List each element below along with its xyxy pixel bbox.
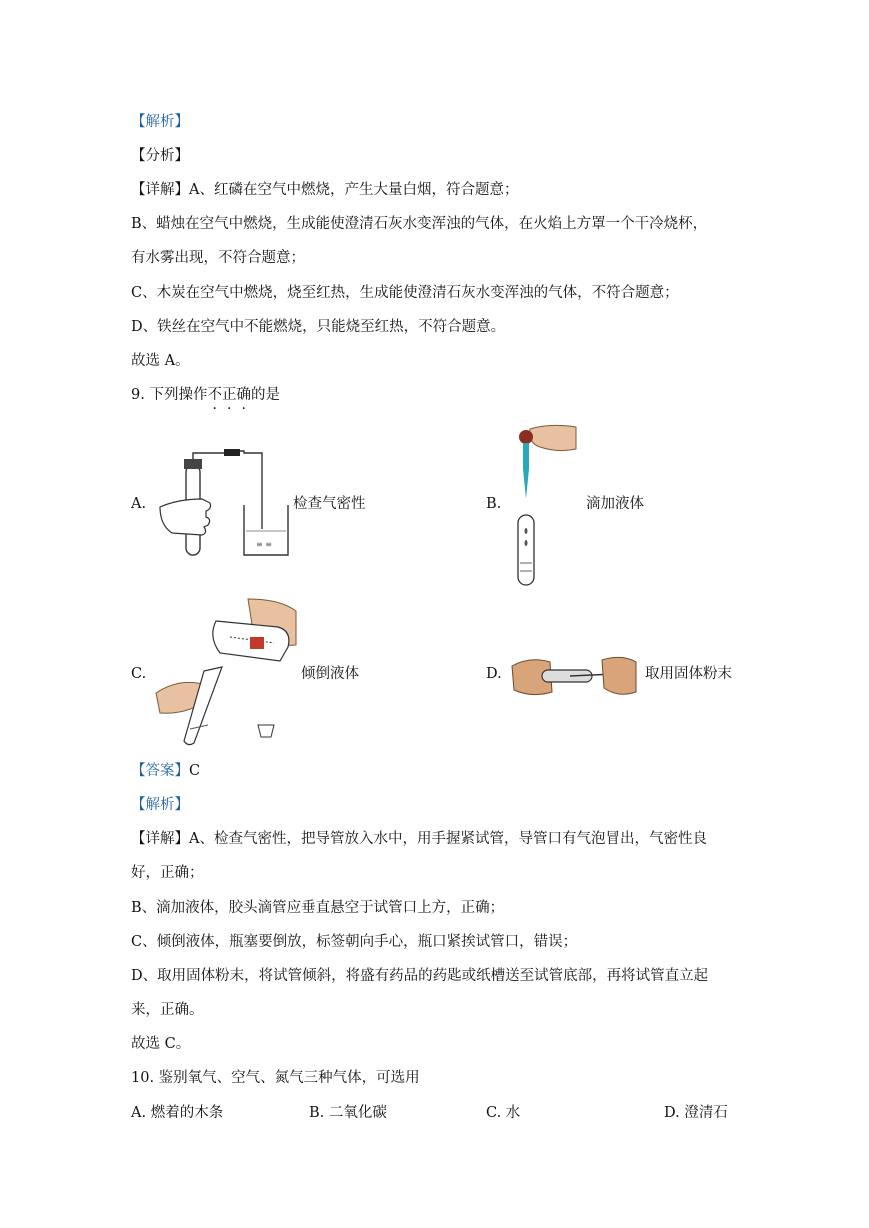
svg-text:≡ ≡: ≡ ≡ (256, 540, 272, 549)
fenxi-heading: 【分析】 (131, 148, 189, 164)
option-c-text: 倾倒液体 (301, 666, 359, 682)
detail-line-3: B、滴加液体，胶头滴管应垂直悬空于试管口上方，正确； (131, 900, 505, 916)
conclusion-line: 故选 A。 (131, 353, 190, 369)
dropping-liquid-illustration (510, 423, 580, 588)
option-d-text: 取用固体粉末 (645, 666, 732, 682)
detail-line-b1: B、蜡烛在空气中燃烧，生成能使澄清石灰水变浑浊的气体，在火焰上方罩一个干冷烧杯， (131, 216, 708, 232)
option-a-label: A. (131, 496, 147, 512)
detail-line-d: D、铁丝在空气中不能燃烧，只能烧至红热，不符合题意。 (131, 319, 506, 335)
answer-tag: 【答案】 (131, 763, 189, 779)
pouring-liquid-illustration (150, 597, 300, 747)
emphasis-char: 不 (207, 387, 222, 403)
stem-suffix: 的是 (250, 387, 280, 403)
emphasis-char: 确 (236, 387, 251, 403)
detail-line-c: C、木炭在空气中燃烧，烧至红热，生成能使澄清石灰水变浑浊的气体，不符合题意； (131, 285, 679, 301)
emphasis-char: 正 (221, 387, 237, 403)
detail-line-a: 【详解】A、红磷在空气中燃烧，产生大量白烟，符合题意； (131, 182, 519, 198)
detail-line-2: 好，正确； (131, 865, 204, 881)
airtightness-check-illustration (154, 447, 304, 559)
option-a-text: 检查气密性 (293, 496, 366, 512)
analysis-heading: 【解析】 (131, 797, 189, 813)
detail-line-6: 来，正确。 (131, 1002, 204, 1018)
stem-prefix: 9. 下列操作 (131, 387, 208, 403)
solid-powder-illustration (510, 652, 640, 702)
option-d-label: D. (486, 666, 502, 682)
question-9-stem (131, 385, 280, 405)
option-b-text: 滴加液体 (586, 496, 644, 512)
detail-line-5: D、取用固体粉末，将试管倾斜，将盛有药品的药匙或纸槽送至试管底部，再将试管直立起 (131, 968, 709, 984)
q10-option-a: A. 燃着的木条 (131, 1105, 224, 1121)
detail-line-b2: 有水雾出现，不符合题意； (131, 250, 305, 266)
option-b-label: B. (486, 496, 502, 512)
analysis-heading: 【解析】 (131, 114, 189, 130)
q10-option-c: C. 水 (486, 1105, 521, 1121)
answer-line (131, 761, 200, 781)
q10-option-d: D. 澄清石 (664, 1105, 728, 1121)
option-c-label: C. (131, 666, 147, 682)
detail-line-1: 【详解】A、检查气密性，把导管放入水中，用手握紧试管，导管口有气泡冒出，气密性良 (131, 831, 707, 847)
conclusion-line: 故选 C。 (131, 1036, 191, 1052)
question-10-stem: 10. 鉴别氧气、空气、氮气三种气体，可选用 (131, 1070, 420, 1086)
answer-value: C (189, 763, 201, 779)
q10-option-b: B. 二氧化碳 (309, 1105, 387, 1121)
detail-line-4: C、倾倒液体，瓶塞要倒放，标签朝向手心，瓶口紧挨试管口，错误； (131, 934, 578, 950)
